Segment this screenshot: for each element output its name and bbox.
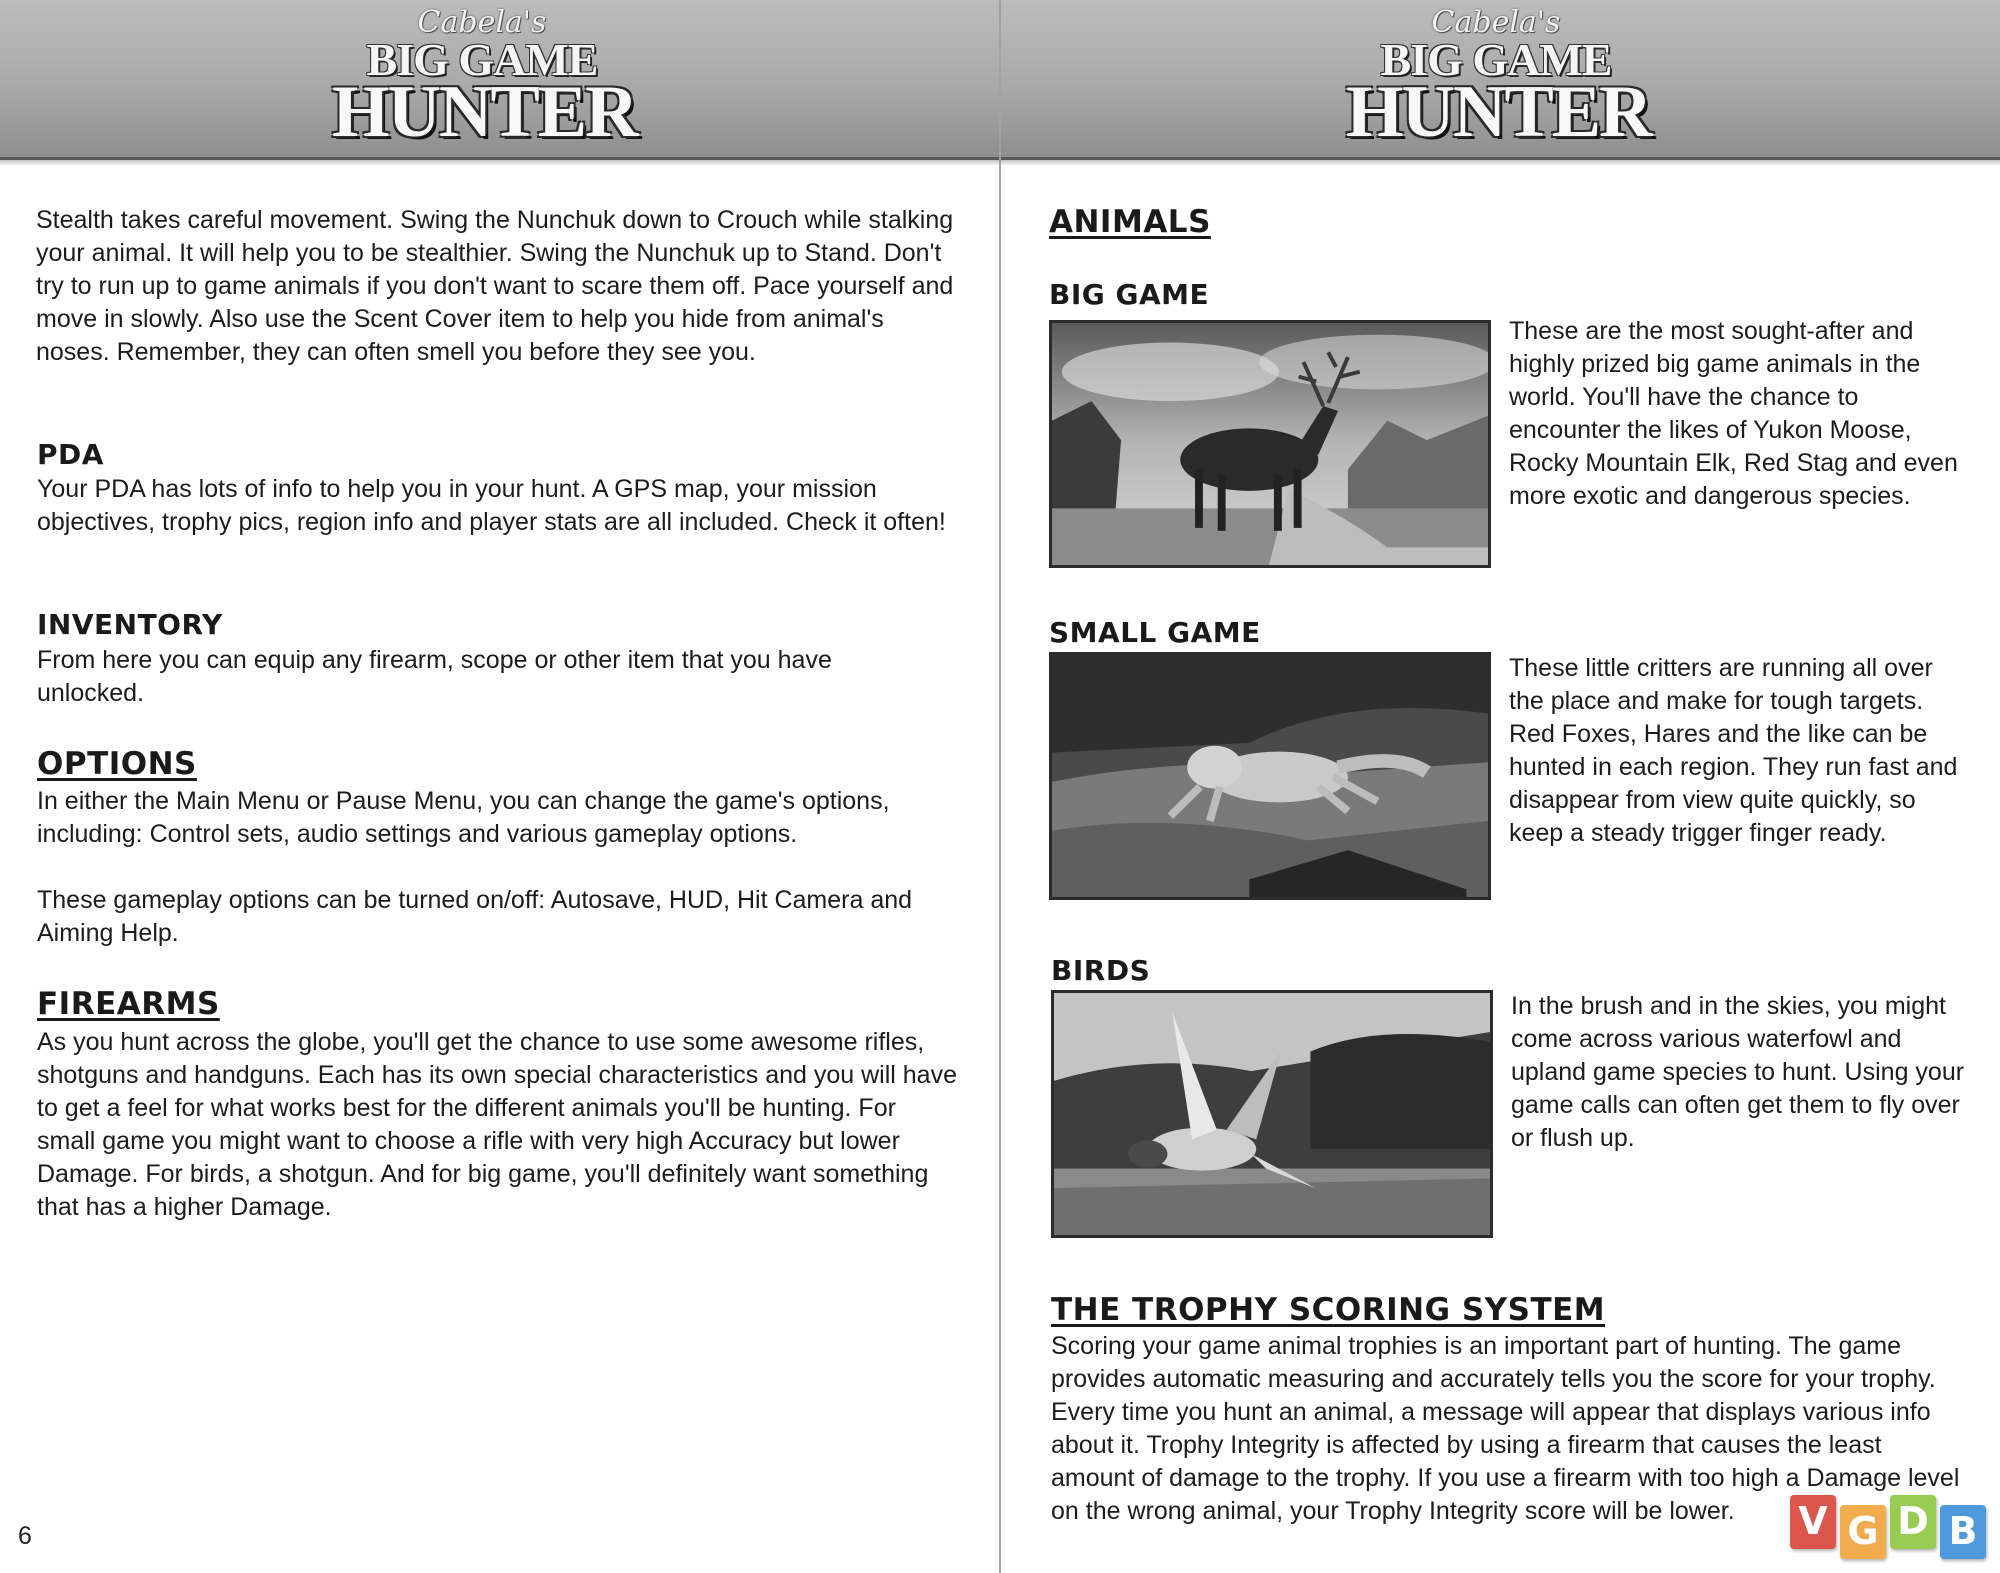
- options-heading: OPTIONS: [37, 746, 197, 782]
- watermark-tile-d: D: [1890, 1495, 1936, 1549]
- stealth-paragraph: Stealth takes careful movement. Swing the Nunchuk down to Crouch while stalking your animal. It will help you to be stealthier. Swing the Nunchuk up to Stand. Don't try to run up to game animals if you don't want to scare them off. Pace yourself and move in slowly. Also use the Scent Cover item to help you hide from animal's noses. Remember, they can often smell you before they see you.: [36, 206, 954, 366]
- birds-image: [1051, 990, 1493, 1238]
- pda-paragraph: Your PDA has lots of info to help you in your hunt. A GPS map, your mission objectives, trophy pics, region info and player stats are all included. Check it often!: [37, 475, 946, 536]
- small-game-image: [1049, 652, 1491, 900]
- big-game-paragraph: These are the most sought-after and highly prized big game animals in the world. You'll have the chance to encounter the likes of Yukon Moose, Rocky Mountain Elk, Red Stag and even more exotic and dangerous species.: [1509, 317, 1958, 510]
- header-banner-left: [0, 0, 999, 160]
- logo-title-line1: BIG GAME: [366, 34, 598, 85]
- game-logo: [1346, 5, 1651, 153]
- header-banner-right: [1001, 0, 2000, 160]
- logo-title-line2: HUNTER: [332, 71, 637, 153]
- logo-title-line1: BIG GAME: [1380, 34, 1612, 85]
- firearms-paragraph: As you hunt across the globe, you'll get the chance to use some awesome rifles, shotguns and handguns. Each has its own special characteristics and you will have to get a feel for what works best for the different animals you'll be hunting. For small game you might want to choose a rifle with very high Accuracy but lower Damage. For birds, a shotgun. And for big game, you'll definitely want something that has a higher Damage.: [37, 1028, 957, 1221]
- logo-title-line2: HUNTER: [1346, 71, 1651, 153]
- watermark-tile-b: B: [1940, 1505, 1986, 1559]
- watermark-tile-v: V: [1790, 1495, 1836, 1549]
- game-logo: [332, 5, 637, 153]
- small-game-heading: SMALL GAME: [1049, 616, 1261, 649]
- firearms-heading: FIREARMS: [37, 986, 220, 1022]
- logo-brand: Cabela's: [417, 5, 547, 40]
- watermark-tile-g: G: [1840, 1505, 1886, 1559]
- birds-paragraph: In the brush and in the skies, you might come across various waterfowl and upland game species to hunt. Using your game calls can often get them to fly over or flush up.: [1511, 992, 1965, 1152]
- trophy-scoring-heading: THE TROPHY SCORING SYSTEM: [1051, 1292, 1606, 1328]
- trophy-scoring-paragraph: Scoring your game animal trophies is an important part of hunting. The game provides automatic measuring and accurately tells you the score for your trophy. Every time you hunt an animal, a message will appear that displays various info about it. Trophy Integrity is affected by using a firearm that causes the least amount of damage to the trophy. If you use a firearm with too high a Damage level on the wrong animal, your Trophy Integrity score will be lower.: [1051, 1332, 1960, 1525]
- options-paragraph: In either the Main Menu or Pause Menu, you can change the game's options, including: Control sets, audio settings and various gameplay options.: [37, 787, 890, 848]
- animals-heading: ANIMALS: [1049, 204, 1211, 240]
- left-page: [0, 0, 999, 1573]
- big-game-heading: BIG GAME: [1049, 278, 1210, 311]
- inventory-heading: INVENTORY: [37, 608, 223, 641]
- page-number: 6: [18, 1522, 32, 1550]
- right-page: [1001, 0, 2000, 1573]
- vgdb-watermark: [1790, 1495, 1990, 1559]
- gameplay-options-paragraph: These gameplay options can be turned on/off: Autosave, HUD, Hit Camera and Aiming Help.: [37, 886, 913, 947]
- small-game-paragraph: These little critters are running all over the place and make for tough targets. Red Foxes, Hares and the like can be hunted in each region. They run fast and disappear from view quite quickly, so keep a steady trigger finger ready.: [1509, 654, 1958, 847]
- inventory-paragraph: From here you can equip any firearm, scope or other item that you have unlocked.: [37, 646, 832, 707]
- pda-heading: PDA: [37, 438, 104, 471]
- big-game-image: [1049, 320, 1491, 568]
- birds-heading: BIRDS: [1051, 954, 1151, 987]
- logo-brand: Cabela's: [1431, 5, 1561, 40]
